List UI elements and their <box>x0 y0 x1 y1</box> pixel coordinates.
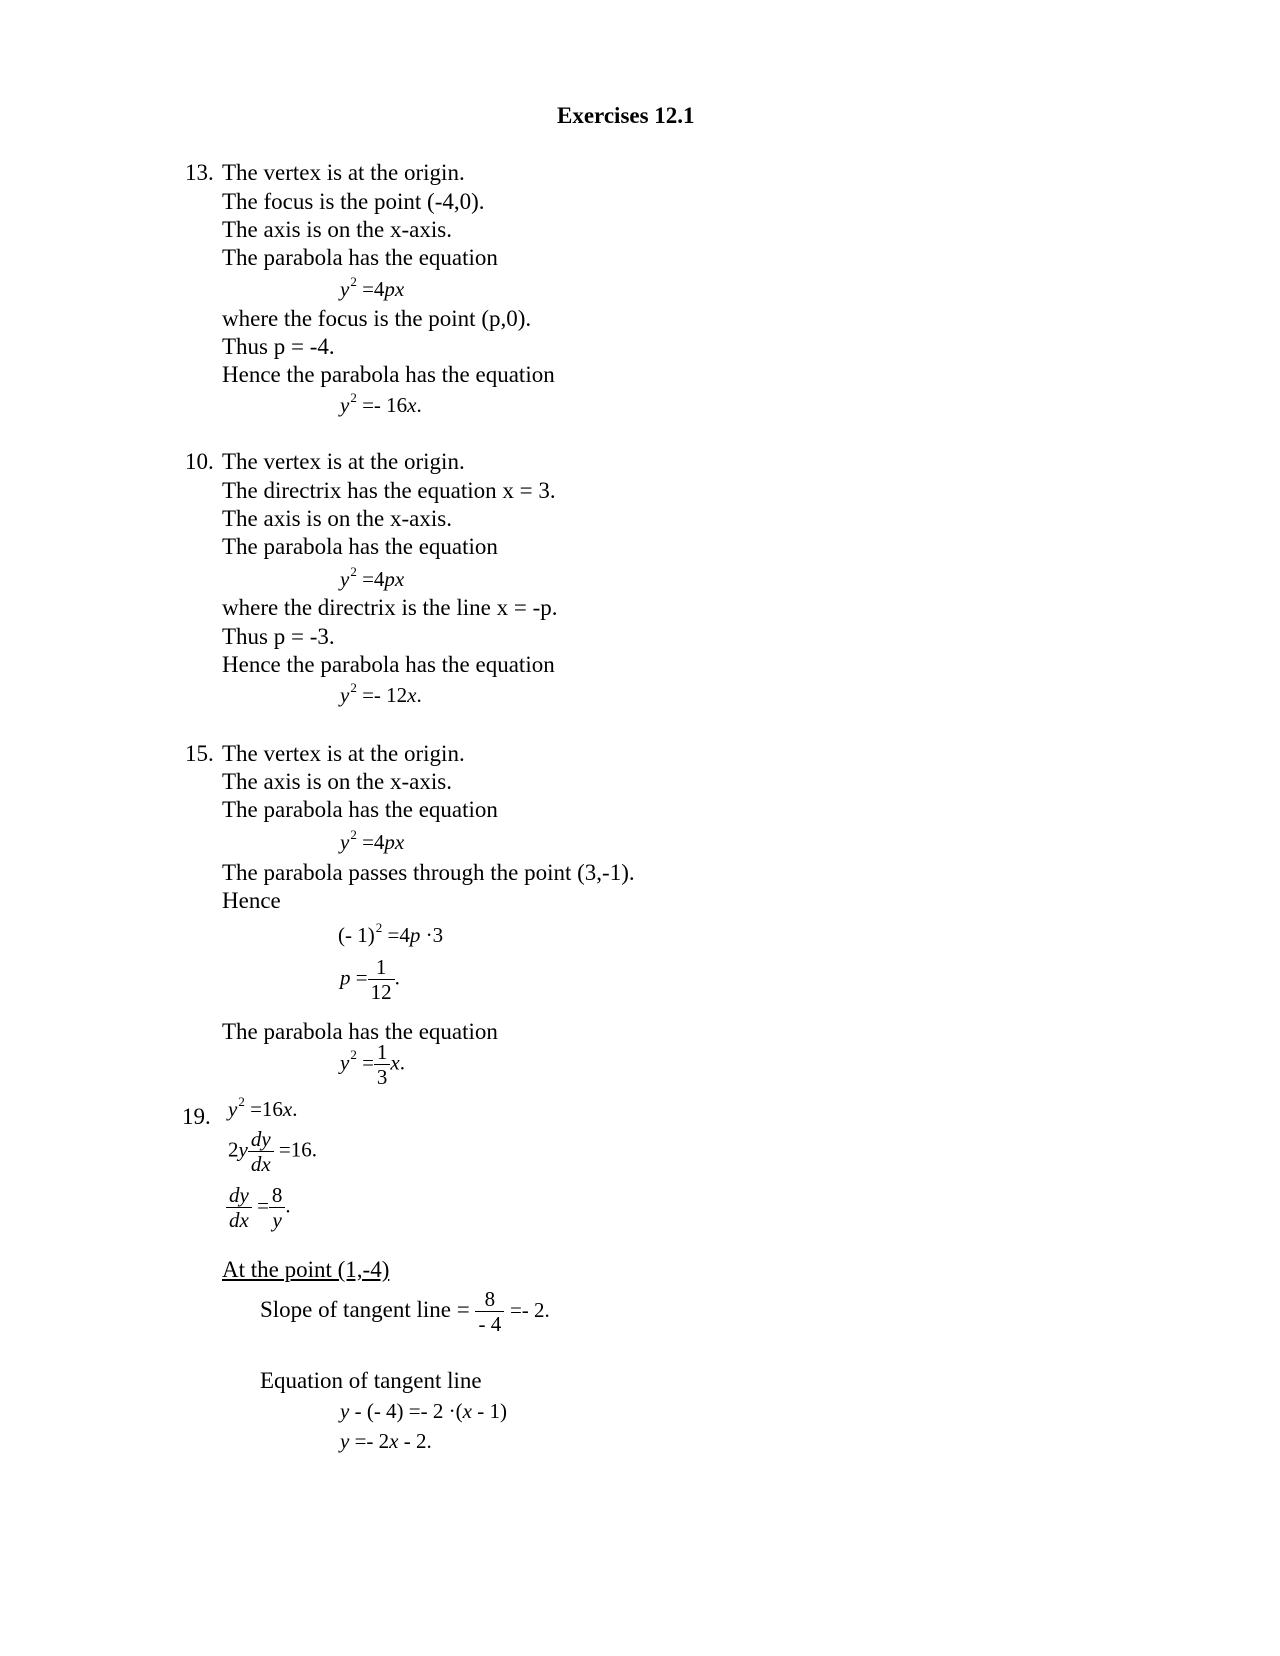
p13-line-1: The vertex is at the origin. <box>222 160 465 185</box>
p10-line-5: where the directrix is the line x = -p. <box>222 595 558 620</box>
p15-line-5: Hence <box>222 888 281 913</box>
p15-line-3: The parabola has the equation <box>222 797 498 822</box>
p13-line-7: Hence the parabola has the equation <box>222 362 555 387</box>
p15-equation-2: (- 1)$^2$ =4p ·3 <box>338 920 444 947</box>
p19-equation-3: $\frac{dy}{dx}$ = $\frac{8}{y}$ . <box>226 1183 291 1232</box>
p15-equation-4: $y^2$ = $\frac{1}{3}$ x. <box>340 1040 405 1089</box>
problem-number-19: 19. <box>182 1104 211 1129</box>
problem-number-13: 13. <box>185 160 214 185</box>
p15-equation-3: p = $\frac{1}{12}$ . <box>340 955 400 1004</box>
p10-equation-2: $y^2 =- 12x$. <box>340 680 422 707</box>
p15-line-4: The parabola passes through the point (3,-1). <box>222 860 635 885</box>
p13-line-2: The focus is the point (-4,0). <box>222 189 485 214</box>
p10-line-4: The parabola has the equation <box>222 534 498 559</box>
p15-line-1: The vertex is at the origin. <box>222 741 465 766</box>
p19-tangent-line-1: y - (- 4) =- 2 ·(x - 1) <box>340 1399 507 1423</box>
p15-line-6: The parabola has the equation <box>222 1019 498 1044</box>
p10-line-3: The axis is on the x-axis. <box>222 506 452 531</box>
p13-line-3: The axis is on the x-axis. <box>222 217 452 242</box>
p13-line-6: Thus p = -4. <box>222 334 335 359</box>
p19-at-point: At the point (1,-4) <box>222 1257 390 1282</box>
p15-fraction-1-12: $\frac{1}{12}$ <box>368 955 395 1004</box>
problem-number-15: 15. <box>185 741 214 766</box>
p15-equation-1: $y^2 =4px$ <box>340 827 405 854</box>
p13-line-5: where the focus is the point (p,0). <box>222 306 532 331</box>
p19-slope-fraction: $\frac{8}{- 4}$ <box>475 1287 504 1336</box>
p19-tangent-line-2: y =- 2x - 2. <box>340 1429 432 1453</box>
p19-dy-dx-fraction-2: $\frac{dy}{dx}$ <box>226 1183 252 1232</box>
p19-8-over-y-fraction: $\frac{8}{y}$ <box>269 1183 286 1232</box>
p13-equation-1: $y^2 =4px$ <box>340 274 405 301</box>
p19-slope-line: Slope of tangent line = $\frac{8}{- 4}$ =- 2. <box>260 1287 550 1336</box>
p15-fraction-1-3: $\frac{1}{3}$ <box>374 1040 391 1089</box>
p19-equation-label: Equation of tangent line <box>260 1368 482 1393</box>
p15-line-2: The axis is on the x-axis. <box>222 769 452 794</box>
p10-line-7: Hence the parabola has the equation <box>222 652 555 677</box>
problem-number-10: 10. <box>185 449 214 474</box>
p19-equation-2: 2y $\frac{dy}{dx}$ =16. <box>228 1127 317 1176</box>
p10-line-6: Thus p = -3. <box>222 624 335 649</box>
page-title: Exercises 12.1 <box>557 103 695 128</box>
p13-equation-2: $y^2 =- 16x$. <box>340 390 422 417</box>
p10-line-1: The vertex is at the origin. <box>222 449 465 474</box>
p10-equation-1: $y^2 =4px$ <box>340 564 405 591</box>
p10-line-2: The directrix has the equation x = 3. <box>222 478 556 503</box>
p19-dy-dx-fraction: $\frac{dy}{dx}$ <box>248 1127 274 1176</box>
p13-line-4: The parabola has the equation <box>222 245 498 270</box>
p19-equation-1: $y^2 =16x$. <box>228 1094 298 1121</box>
